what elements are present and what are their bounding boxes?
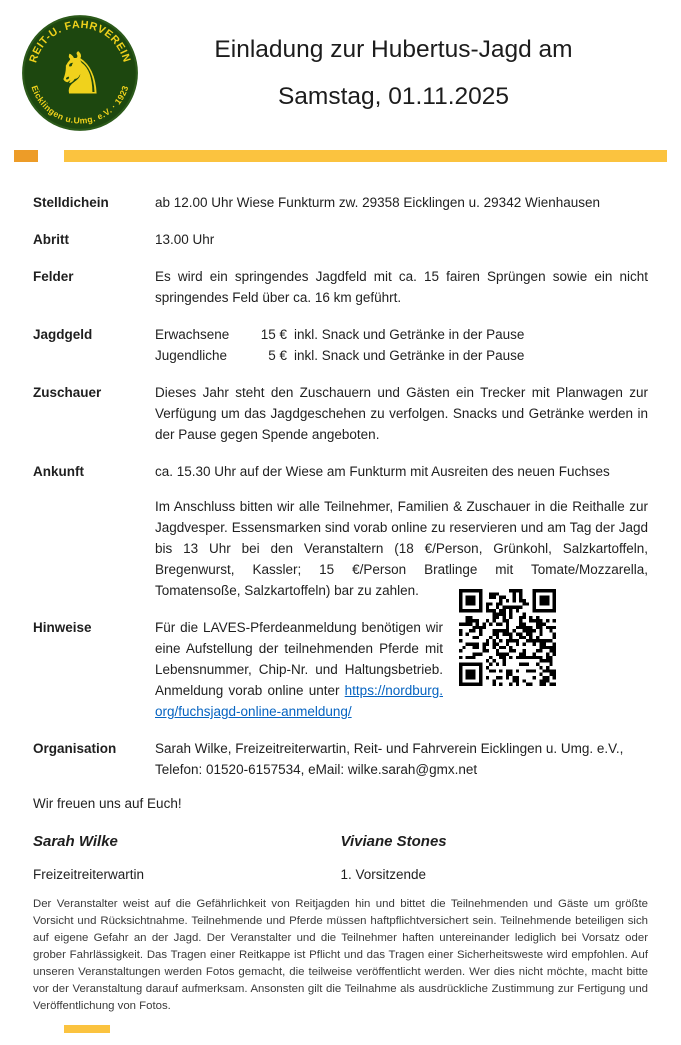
value-felder: Es wird ein springendes Jagdfeld mit ca. 15 fairen Sprüngen sowie ein nicht springendes Feld über ca. 16 km geführt. xyxy=(155,269,648,305)
event-details xyxy=(33,192,648,780)
ankunft-line: ca. 15.30 Uhr auf der Wiese am Funkturm mit Ausreiten des neuen Fuchses xyxy=(155,464,610,479)
fee-amount: 5 € xyxy=(268,348,287,363)
qr-code xyxy=(459,589,556,686)
document-header xyxy=(27,14,648,132)
fee-amount: 15 € xyxy=(260,327,287,342)
label-ankunft: Ankunft xyxy=(33,464,84,479)
value-jagdgeld xyxy=(155,324,648,366)
fee-desc: inkl. Snack und Getränke in der Pause xyxy=(294,348,525,363)
row-ankunft xyxy=(33,461,648,601)
hinweise-paragraph xyxy=(155,617,443,722)
title-line-2: Samstag, 01.11.2025 xyxy=(277,83,510,110)
row-stelldichein xyxy=(33,192,648,213)
signature-name-1: Sarah Wilke xyxy=(33,833,118,850)
value-abritt: 13.00 Uhr xyxy=(155,232,215,247)
club-logo xyxy=(21,14,139,132)
title-line-1: Einladung zur Hubertus-Jagd am xyxy=(214,36,573,63)
hinweise-text: Für die LAVES-Pferdeanmeldung benötigen wir eine Aufstellung der teilnehmenden Pferde mit Lebensnummer, Chip-Nr. und Haltungsbetrieb. Anmeldung vorab online unter xyxy=(155,620,443,698)
value-ankunft xyxy=(155,461,648,601)
row-abritt xyxy=(33,229,648,250)
signature-names xyxy=(33,833,648,850)
value-organisation: Sarah Wilke, Freizeitreiterwartin, Reit- und Fahrverein Eicklingen u. Umg. e.V., Telefon: 01520-6157534, eMail: wilke.sarah@gmx.net xyxy=(155,741,624,777)
label-zuschauer: Zuschauer xyxy=(33,385,102,400)
logo-ring-text-bottom: Eicklingen u.Umg. e.V. · 1923 xyxy=(29,84,131,126)
label-jagdgeld: Jagdgeld xyxy=(33,327,93,342)
signature-role-1: Freizeitreiterwartin xyxy=(33,867,145,882)
liability-disclaimer: Der Veranstalter weist auf die Gefährlichkeit von Reitjagden hin und bittet die Teilnehmenden und Gäste um größte Vorsicht und Rücksichtnahme. Teilnehmende und Pferde müssen haftpflichtversichert sein. Teilnehmende beteiligen sich auf eigene Gefahr an der Jagd. Der Veranstalter und die Teilnehmer haften untereinander lediglich bei Vorsatz oder grober Fahrlässigkeit. Das Tragen einer Reitkappe ist Pflicht und das Tragen einer Sicherheitsweste wird empfohlen. Auf unseren Veranstaltungen werden Fotos gemacht, die teilweise veröffentlicht werden. Wer dies nicht möchte, macht bitte vor der Veranstaltung darauf aufmerksam. Ansonsten gilt die Teilnahme als ausdrückliche Zustimmung zur Fertigung und Veröffentlichung von Fotos. xyxy=(33,898,648,1012)
footer-bar xyxy=(64,1025,110,1033)
fee-row-youth xyxy=(155,345,648,366)
value-stelldichein: ab 12.00 Uhr Wiese Funkturm zw. 29358 Eicklingen u. 29342 Wienhausen xyxy=(155,195,601,210)
value-zuschauer: Dieses Jahr steht den Zuschauern und Gästen ein Trecker mit Planwagen zur Verfügung um das Jagdgeschehen zu verfolgen. Snacks und Getränke werden in der Pause gegen Spende angeboten. xyxy=(155,385,648,442)
value-hinweise xyxy=(155,617,648,722)
page-title xyxy=(139,14,648,120)
divider-segment-main xyxy=(64,150,667,162)
label-stelldichein: Stelldichein xyxy=(33,195,109,210)
label-organisation: Organisation xyxy=(33,741,117,756)
row-hinweise xyxy=(33,617,648,722)
closing-line: Wir freuen uns auf Euch! xyxy=(33,796,182,811)
fee-row-adults xyxy=(155,324,648,345)
ankunft-paragraph: Im Anschluss bitten wir alle Teilnehmer, Familien & Zuschauer in die Reithalle zur Jagdvesper. Essensmarken sind vorab online zu reservieren und am Tag der Jagd bis 13 Uhr bei den Veranstaltern (18 €/Person, Grünkohl, Salzkartoffeln, Bregenwurst, Kassler; 15 €/Person Bratlinge mit Tomate/Mozzarella, Tomatensoße, Salzkartoffeln) bar zu zahlen. xyxy=(155,499,648,598)
row-zuschauer xyxy=(33,382,648,445)
header-divider xyxy=(14,150,667,162)
divider-segment-small xyxy=(14,150,38,162)
label-felder: Felder xyxy=(33,269,74,284)
signature-name-2: Viviane Stones xyxy=(340,833,447,850)
logo-ring-text-top: REIT-U. FAHRVEREIN xyxy=(27,18,133,65)
fee-desc: inkl. Snack und Getränke in der Pause xyxy=(294,327,525,342)
horse-icon: ♞ xyxy=(54,42,106,107)
label-hinweise: Hinweise xyxy=(33,620,92,635)
row-jagdgeld xyxy=(33,324,648,366)
label-abritt: Abritt xyxy=(33,232,69,247)
fee-who: Jugendliche xyxy=(155,348,228,363)
row-felder xyxy=(33,266,648,308)
fee-who: Erwachsene xyxy=(155,327,230,342)
registration-link[interactable]: https://nordburg.org/fuchsjagd-online-anmeldung/ xyxy=(155,683,443,719)
club-logo-graphic xyxy=(21,14,139,132)
row-organisation xyxy=(33,738,648,780)
signature-roles xyxy=(33,867,648,882)
signature-role-2: 1. Vorsitzende xyxy=(340,867,427,882)
